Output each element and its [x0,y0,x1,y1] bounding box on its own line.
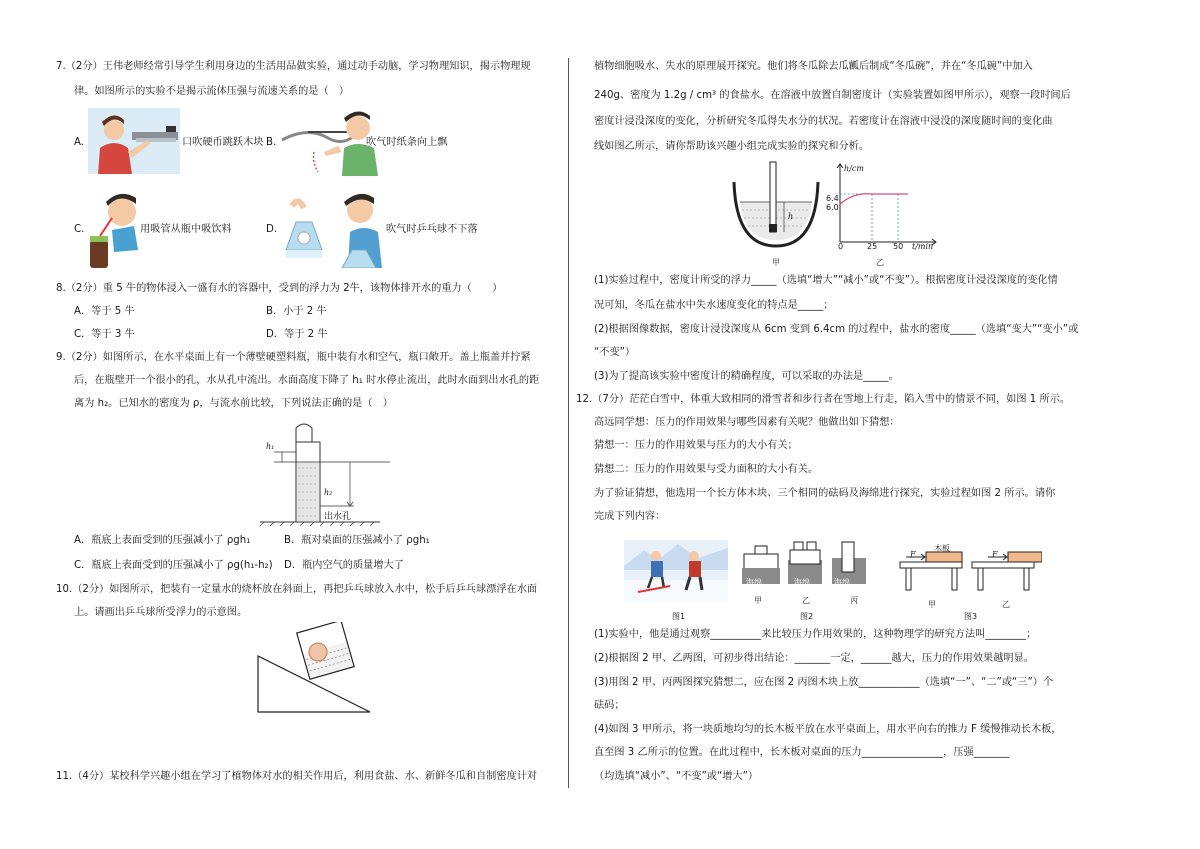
q9-optA: A．瓶底上表面受到的压强减小了 ρgh₁ [74,535,251,546]
q12-fig3-yi: 乙 [1002,600,1010,609]
q11-graph-x2: 50 [893,242,904,251]
q11-graph-y2: 6.0 [826,203,839,212]
q7-optA-letter: A. [74,137,85,148]
q7-optB-text: 吹气时纸条向上飘 [366,137,448,148]
q12-sub4c: （均选填“减小”、“不变”或“增大”） [594,771,759,782]
q11-sub2a: (2)根据图像数据，密度计浸没深度从 6cm 变到 6.4cm 的过程中，盐水的密度_____（选填“变大”“变小”或 [594,324,1079,335]
q8-optA: A．等于 5 牛 [74,306,135,317]
q12-fig3-jia: 甲 [928,600,936,609]
q11-graph-ylabel: h/cm [844,164,864,173]
q7-figC-straw-drink [90,190,142,270]
q11-graph-x1: 25 [867,242,878,251]
q9-optD: D．瓶内空气的质量增大了 [284,560,404,571]
q8-optB: B．小于 2 牛 [266,306,327,317]
q11-cont-line1: 植物细胞吸水、失水的原理展开探究。他们将冬瓜除去瓜瓤后制成“冬瓜碗”，并在“冬瓜碗”中加入 [594,61,1033,72]
q12-fig3-F-b: F [992,550,998,559]
q12-sub1: (1)实验中，他是通过观察__________来比较压力作用效果的，这种物理学的研究方法叫________； [594,629,1037,640]
q11-sub1a: (1)实验过程中，密度计所受的浮力_____（选填“增大”“减小”或“不变”）。根据密度计浸没深度的变化情 [594,275,1058,286]
q11-fig-jia: 甲 [772,258,780,267]
q12-line1: 12.（7分）茫茫白雪中，体重大致相同的滑雪者和步行者在雪地上行走，陷入雪中的情景不同，如图 1 所示。 [576,394,1071,405]
q12-fig1-snow-scene [624,540,728,602]
q12-line5: 为了验证猜想，他选用一个长方体木块、三个相同的砝码及海绵进行探究，实验过程如图 2 所示。请你 [594,488,1056,499]
q7-optA-text: 口吹硬币跳跃木块 [182,137,264,148]
q11-line1: 11.（4分）某校科学兴趣小组在学习了植物体对水的相关作用后，利用食盐、水、新鲜冬瓜和自制密度计对 [56,771,538,782]
q12-fig2-yi: 乙 [802,596,810,605]
q9-fig-h2: h₂ [324,488,333,497]
q12-fig2-bing: 丙 [850,596,858,605]
q9-line2: 后，在瓶壁开一个很小的孔，水从孔中流出。水面高度下降了 h₁ 时水停止流出，此时水面到出水孔的距 [74,375,540,386]
q12-fig2-sponge-b: 海绵 [794,578,810,587]
column-divider [568,58,569,788]
q11-graph-xlabel: t/min [912,242,934,251]
q8-line1: 8.（2分）重 5 牛的物体浸入一盛有水的容器中，受到的浮力为 2牛，该物体排开水的重力（ ） [56,283,503,294]
q12-fig2-caption: 图2 [800,612,814,621]
q10-line1: 10.（2分）如图所示，把装有一定量水的烧杯放在斜面上，再把乒乓球放入水中，松手后乒乓球漂浮在水面 [56,584,538,595]
q11-fig-yi: 乙 [876,258,884,267]
q11-melon-bowl-figure [732,160,822,252]
q12-fig2-sponge-c: 海绵 [834,578,850,587]
q7-optB-letter: B. [266,137,277,148]
q7-line1: 7.（2分）王伟老师经常引导学生利用身边的生活用品做实验，通过动手动脑，学习物理知识，揭示物理规 [56,61,531,72]
q12-fig1-caption: 图1 [672,612,686,621]
q11-cont-line3: 密度计浸没深度的变化，分析研究冬瓜得失水分的状况。若密度计在溶液中浸没的深度随时间的变化曲 [594,116,1053,127]
q12-sub3b: 砝码； [594,700,625,711]
q9-fig-hole-label: 出水孔 [324,512,352,522]
q9-line1: 9.（2分）如图所示，在水平桌面上有一个薄壁硬塑料瓶，瓶中装有水和空气，瓶口敞开。盖上瓶盖并拧紧 [56,352,531,363]
q12-sub3a: (3)用图 2 甲、丙两图探究猜想二，应在图 2 丙图木块上放____________（选填“一”、“二”或“三”）个 [594,677,1054,688]
q7-optD-letter: D. [266,224,278,235]
q9-line3: 离为 h₂。已知水的密度为 ρ，与流水前比较，下列说法正确的是（ ） [74,398,393,409]
q7-optD-text: 吹气时乒乓球不下落 [386,224,478,235]
q10-incline-figure [256,622,376,716]
q12-fig3-caption: 图3 [964,612,978,621]
q7-figB-blow-paper [278,106,378,176]
q11-fig-h: h [788,212,794,221]
q11-sub1b: 况可知，冬瓜在盐水中失水速度变化的特点是_____； [594,300,834,311]
q9-optC: C．瓶底上表面受到的压强减小了 ρg(h₁-h₂) [74,560,273,571]
q11-graph-x0: 0 [838,242,844,251]
q7-figD-funnel-ball [282,192,402,268]
q9-fig-h1: h₁ [266,442,275,451]
q11-cont-line2: 240g、密度为 1.2g / cm³ 的食盐水。在溶液中放置自制密度计（实验装置如图甲所示），观察一段时间后 [594,90,1071,101]
q9-optB: B．瓶对桌面的压强减小了 ρgh₁ [284,535,430,546]
q12-sub2: (2)根据图 2 甲、乙两图，可初步得出结论：_______一定，______越大，压力的作用效果越明显。 [594,653,1034,664]
q7-figA-blow-coin [88,108,180,174]
q11-sub3: (3)为了提高该实验中密度计的精确程度，可以采取的办法是_____。 [594,371,899,382]
q12-sub4b: 直至图 3 乙所示的位置。在此过程中，长木板对桌面的压力________________，压强_______ [594,747,1010,758]
q12-line4: 猜想二：压力的作用效果与受力面积的大小有关。 [594,464,819,475]
q7-optC-text: 用吸管从瓶中吸饮料 [140,224,232,235]
q11-cont-line4: 线如图乙所示，请你帮助该兴趣小组完成实验的探究和分析。 [594,141,870,152]
q10-line2: 上。请画出乒乓球所受浮力的示意图。 [74,607,248,618]
q11-sub2b: “不变”） [594,347,636,358]
q12-fig3-board-label: 木板 [934,544,950,553]
q12-fig2-sponge-a: 海绵 [746,578,762,587]
q12-fig2-jia: 甲 [754,596,762,605]
q12-sub4a: (4)如图 3 甲所示，将一块质地均匀的长木板平放在水平桌面上，用水平向右的推力 F 缓慢推动长木板， [594,724,1062,735]
q11-graph-y1: 6.4 [826,194,839,203]
q8-optC: C．等于 3 牛 [74,329,135,340]
q12-line3: 猜想一：压力的作用效果与压力的大小有关； [594,440,798,451]
q12-fig3-F-a: F [910,550,916,559]
q12-line2: 高远同学想：压力的作用效果与哪些因素有关呢？他做出如下猜想： [594,417,900,428]
q12-line6: 完成下列内容： [594,511,666,522]
q7-optC-letter: C. [74,224,85,235]
q8-optD: D．等于 2 牛 [266,329,328,340]
q7-line2: 律。如图所示的实验不是揭示流体压强与流速关系的是（ ） [74,86,350,97]
